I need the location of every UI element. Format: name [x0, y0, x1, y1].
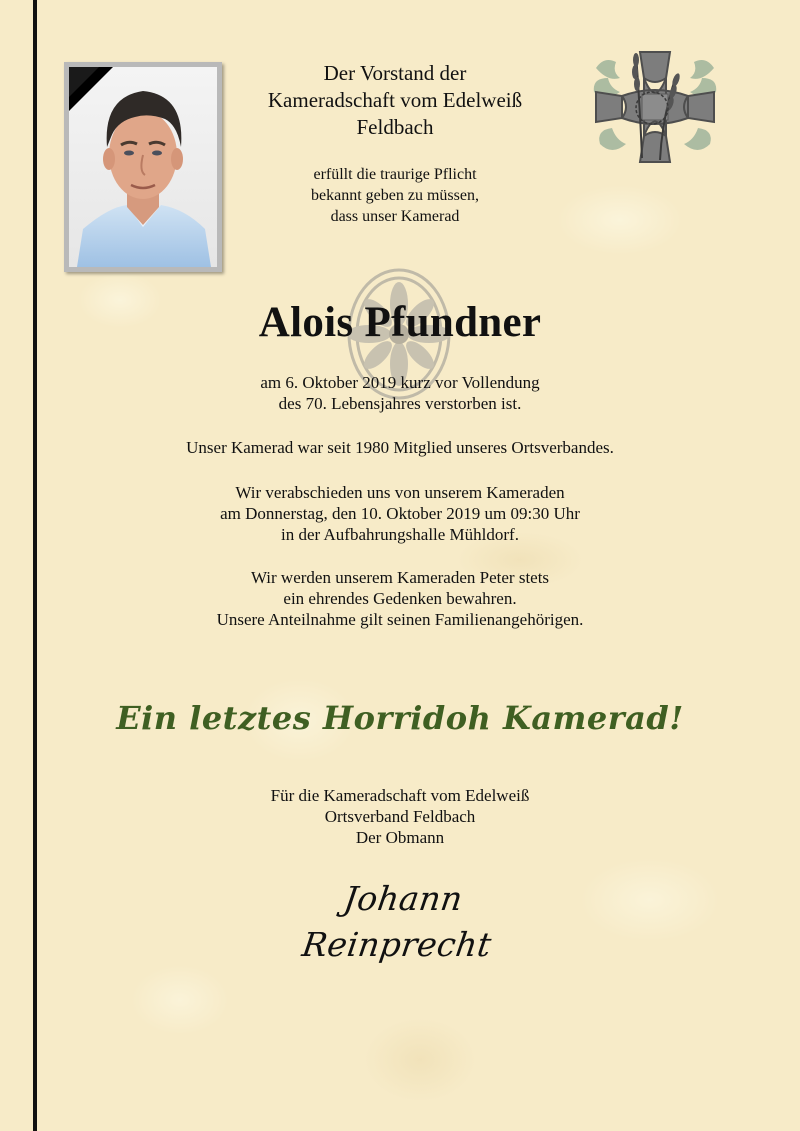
remembrance-text: [0, 567, 800, 630]
header-line: Feldbach: [356, 115, 434, 139]
signatory-line: Für die Kameradschaft vom Edelweiß: [270, 786, 530, 805]
membership-text: Unser Kamerad war seit 1980 Mitglied unseres Ortsverbandes.: [186, 438, 614, 457]
intro-line: erfüllt die traurige Pflicht: [313, 166, 477, 183]
intro-line: dass unser Kamerad: [330, 208, 460, 225]
farewell-service-line: am Donnerstag, den 10. Oktober 2019 um 09:30 Uhr: [220, 504, 580, 523]
death-notice-line: am 6. Oktober 2019 kurz vor Vollendung: [260, 373, 540, 392]
farewell-service-line: Wir verabschieden uns von unserem Kameraden: [235, 483, 565, 502]
remembrance-line: Unsere Anteilnahme gilt seinen Familienangehörigen.: [216, 610, 584, 629]
signature: Johann Reinprecht: [299, 879, 494, 964]
iron-cross-emblem-icon: [590, 48, 720, 166]
portrait-photo: [64, 62, 222, 272]
left-border-rule: [33, 0, 37, 1131]
header-block: [250, 60, 540, 141]
farewell-motto: Ein letztes Horridoh Kamerad!: [116, 699, 684, 737]
signatory-block: [0, 785, 800, 848]
deceased-name: Alois Pfundner: [258, 299, 542, 346]
remembrance-line: ein ehrendes Gedenken bewahren.: [283, 589, 517, 608]
remembrance-line: Wir werden unserem Kameraden Peter stets: [250, 568, 550, 587]
death-notice-line: des 70. Lebensjahres verstorben ist.: [278, 394, 522, 413]
farewell-service-line: in der Aufbahrungshalle Mühldorf.: [281, 525, 519, 544]
header-line: Kameradschaft vom Edelweiß: [267, 88, 523, 112]
death-notice: [0, 372, 800, 414]
intro-block: [250, 164, 540, 227]
farewell-service: [0, 482, 800, 545]
signatory-line: Der Obmann: [355, 828, 445, 847]
header-line: Der Vorstand der: [323, 61, 467, 85]
intro-line: bekannt geben zu müssen,: [311, 187, 479, 204]
signatory-line: Ortsverband Feldbach: [324, 807, 476, 826]
